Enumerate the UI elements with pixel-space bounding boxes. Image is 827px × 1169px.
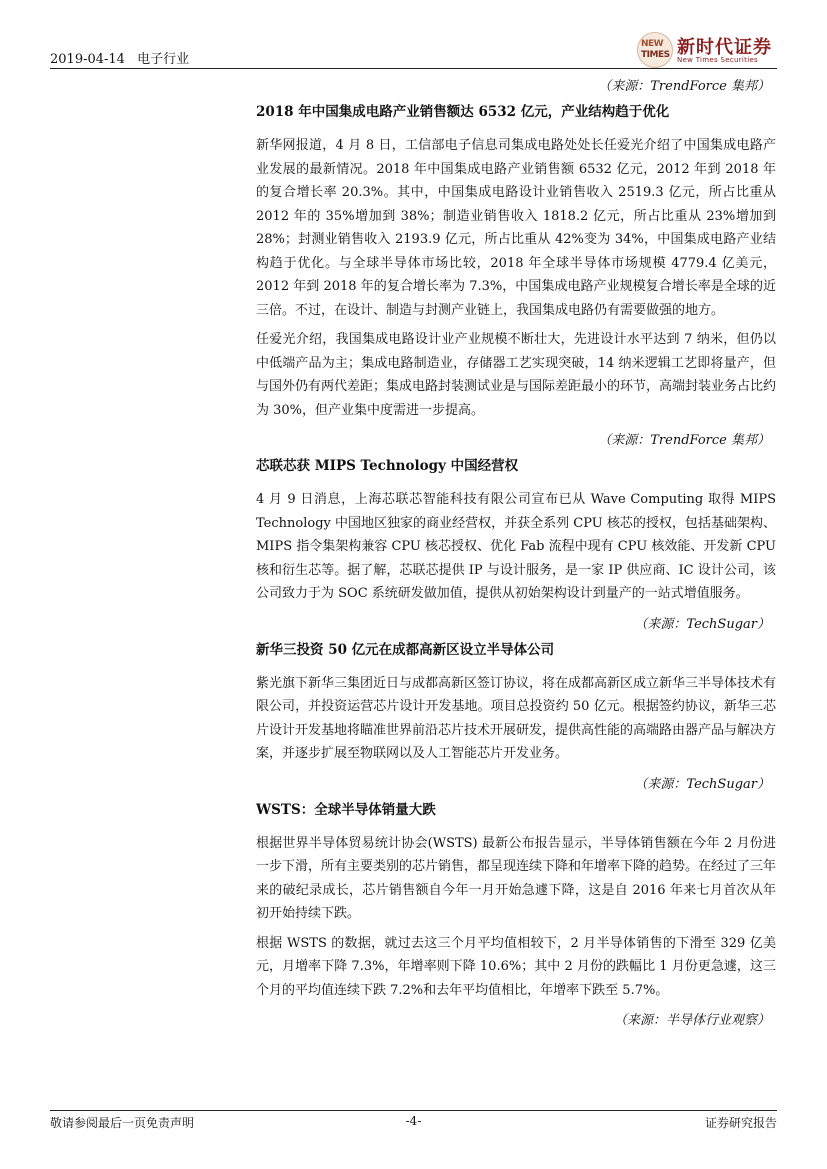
logo-subtitle: New Times Securities xyxy=(677,56,758,64)
source-note: （来源：半导体行业观察） xyxy=(613,1013,770,1028)
logo-name: 新时代证券 xyxy=(677,37,772,58)
paragraph: 任爱光介绍，我国集成电路设计业产业规模不断壮大，先进设计水平达到 7 纳米，但仍以中低端产品为主；集成电路制造业，存储器工艺实现突破，14 纳米逻辑工艺即将量产，但与国外仍有两代差距；集成电路封装测试业是与国际差距最小的环节，高端封装业务占比约为 30%，但产业集中度需进一步提高。 xyxy=(256,332,777,418)
report-type: 证券研究报告 xyxy=(704,1116,777,1130)
paragraph: 4 月 9 日消息，上海芯联芯智能科技有限公司宣布已从 Wave Computing 取得 MIPS Technology 中国地区独家的商业经营权，并获全系列 CPU 核芯的授权，包括基础架构、MIPS 指令集架构兼容 CPU 核芯授权、优化 Fab 流程中现有 CPU 核效能、开发新 CPU 核和衍生芯等。据了解，芯联芯提供 IP 与设计服务，是一家 IP 供应商、IC 设计公司，该公司致力于为 SOC 系统研发做加值，提供从初始架构设计到量产的一站式增值服务。 xyxy=(256,492,776,601)
source-note: （来源：TechSugar） xyxy=(634,776,770,792)
page-number: -4- xyxy=(405,1114,422,1128)
header-divider xyxy=(50,68,777,69)
header-meta xyxy=(50,48,197,67)
report-sector: 电子行业 xyxy=(137,52,190,67)
source-note: （来源：TrendForce 集邦） xyxy=(598,79,770,94)
logo-emblem-icon: NEW TIMES xyxy=(637,32,673,68)
headline-wsts: WSTS：全球半导体销量大跌 xyxy=(256,801,436,818)
paragraph: 紫光旗下新华三集团近日与成都高新区签订协议，将在成都高新区成立新华三半导体技术有限公司，并投资运营芯片设计开发基地。项目总投资约 50 亿元。根据签约协议，新华三芯片设计开发基地将瞄准世界前沿芯片技术开展研发，提供高性能的高端路由器产品与解决方案，并逐步扩展至物联网以及人工智能芯片开发业务。 xyxy=(256,675,777,761)
page-header xyxy=(50,37,777,68)
source-note: （来源：TrendForce 集邦） xyxy=(598,433,770,448)
headline-h3c: 新华三投资 50 亿元在成都高新区设立半导体公司 xyxy=(256,641,555,658)
paragraph: 根据世界半导体贸易统计协会(WSTS) 最新公布报告显示，半导体销售额在今年 2 月份进一步下滑，所有主要类别的芯片销售，都呈现连续下降和年增率下降的趋势。在经过了三年来的破纪录成长，芯片销售额自今年一月开始急遽下降，这是自 2016 年来七月首次从年初开始持续下跌。 xyxy=(256,835,777,921)
page-footer xyxy=(50,1114,777,1134)
source-note: （来源：TechSugar） xyxy=(634,616,770,632)
headline-ic-sales: 2018 年中国集成电路产业销售额达 6532 亿元，产业结构趋于优化 xyxy=(256,104,670,120)
paragraph: 新华网报道，4 月 8 日，工信部电子信息司集成电路处处长任爱光介绍了中国集成电路产业发展的最新情况。2018 年中国集成电路产业销售额 6532 亿元，2012 年到 2018 年的复合增长率 20.3%。其中，中国集成电路设计业销售收入 2519.3 亿元，所占比重从 2012 年的 35%增加到 38%；制造业销售收入 1818.2 亿元，所占比重从 23%增加到 28%；封测业销售收入 2193.9 亿元，所占比重从 42%变为 34%，中国集成电路产业结构趋于优化。与全球半导体市场比较，2018 年全球半导体市场规模 4779.4 亿美元，2012 年到 2018 年的复合增长率为 7.3%，中国集成电路产业规模复合增长率是全球的近三倍。不过，在设计、制造与封测产业链上，我国集成电路仍有需要做强的地方。 xyxy=(256,138,776,318)
footer-divider xyxy=(50,1110,777,1111)
paragraph: 根据 WSTS 的数据，就过去这三个月平均值相较下，2 月半导体销售的下滑至 329 亿美元，月增率下降 7.3%，年增率则下降 10.6%；其中 2 月份的跌幅比 1 月份更急遽，这三个月的平均值连续下跌 7.2%和去年平均值相比，年增率下跌至 5.7%。 xyxy=(256,935,776,998)
headline-mips: 芯联芯获 MIPS Technology 中国经营权 xyxy=(256,458,519,474)
company-logo xyxy=(637,32,777,66)
report-date: 2019-04-14 xyxy=(50,52,125,67)
disclaimer-note: 敬请参阅最后一页免责声明 xyxy=(50,1116,195,1130)
main-content xyxy=(256,74,776,1034)
